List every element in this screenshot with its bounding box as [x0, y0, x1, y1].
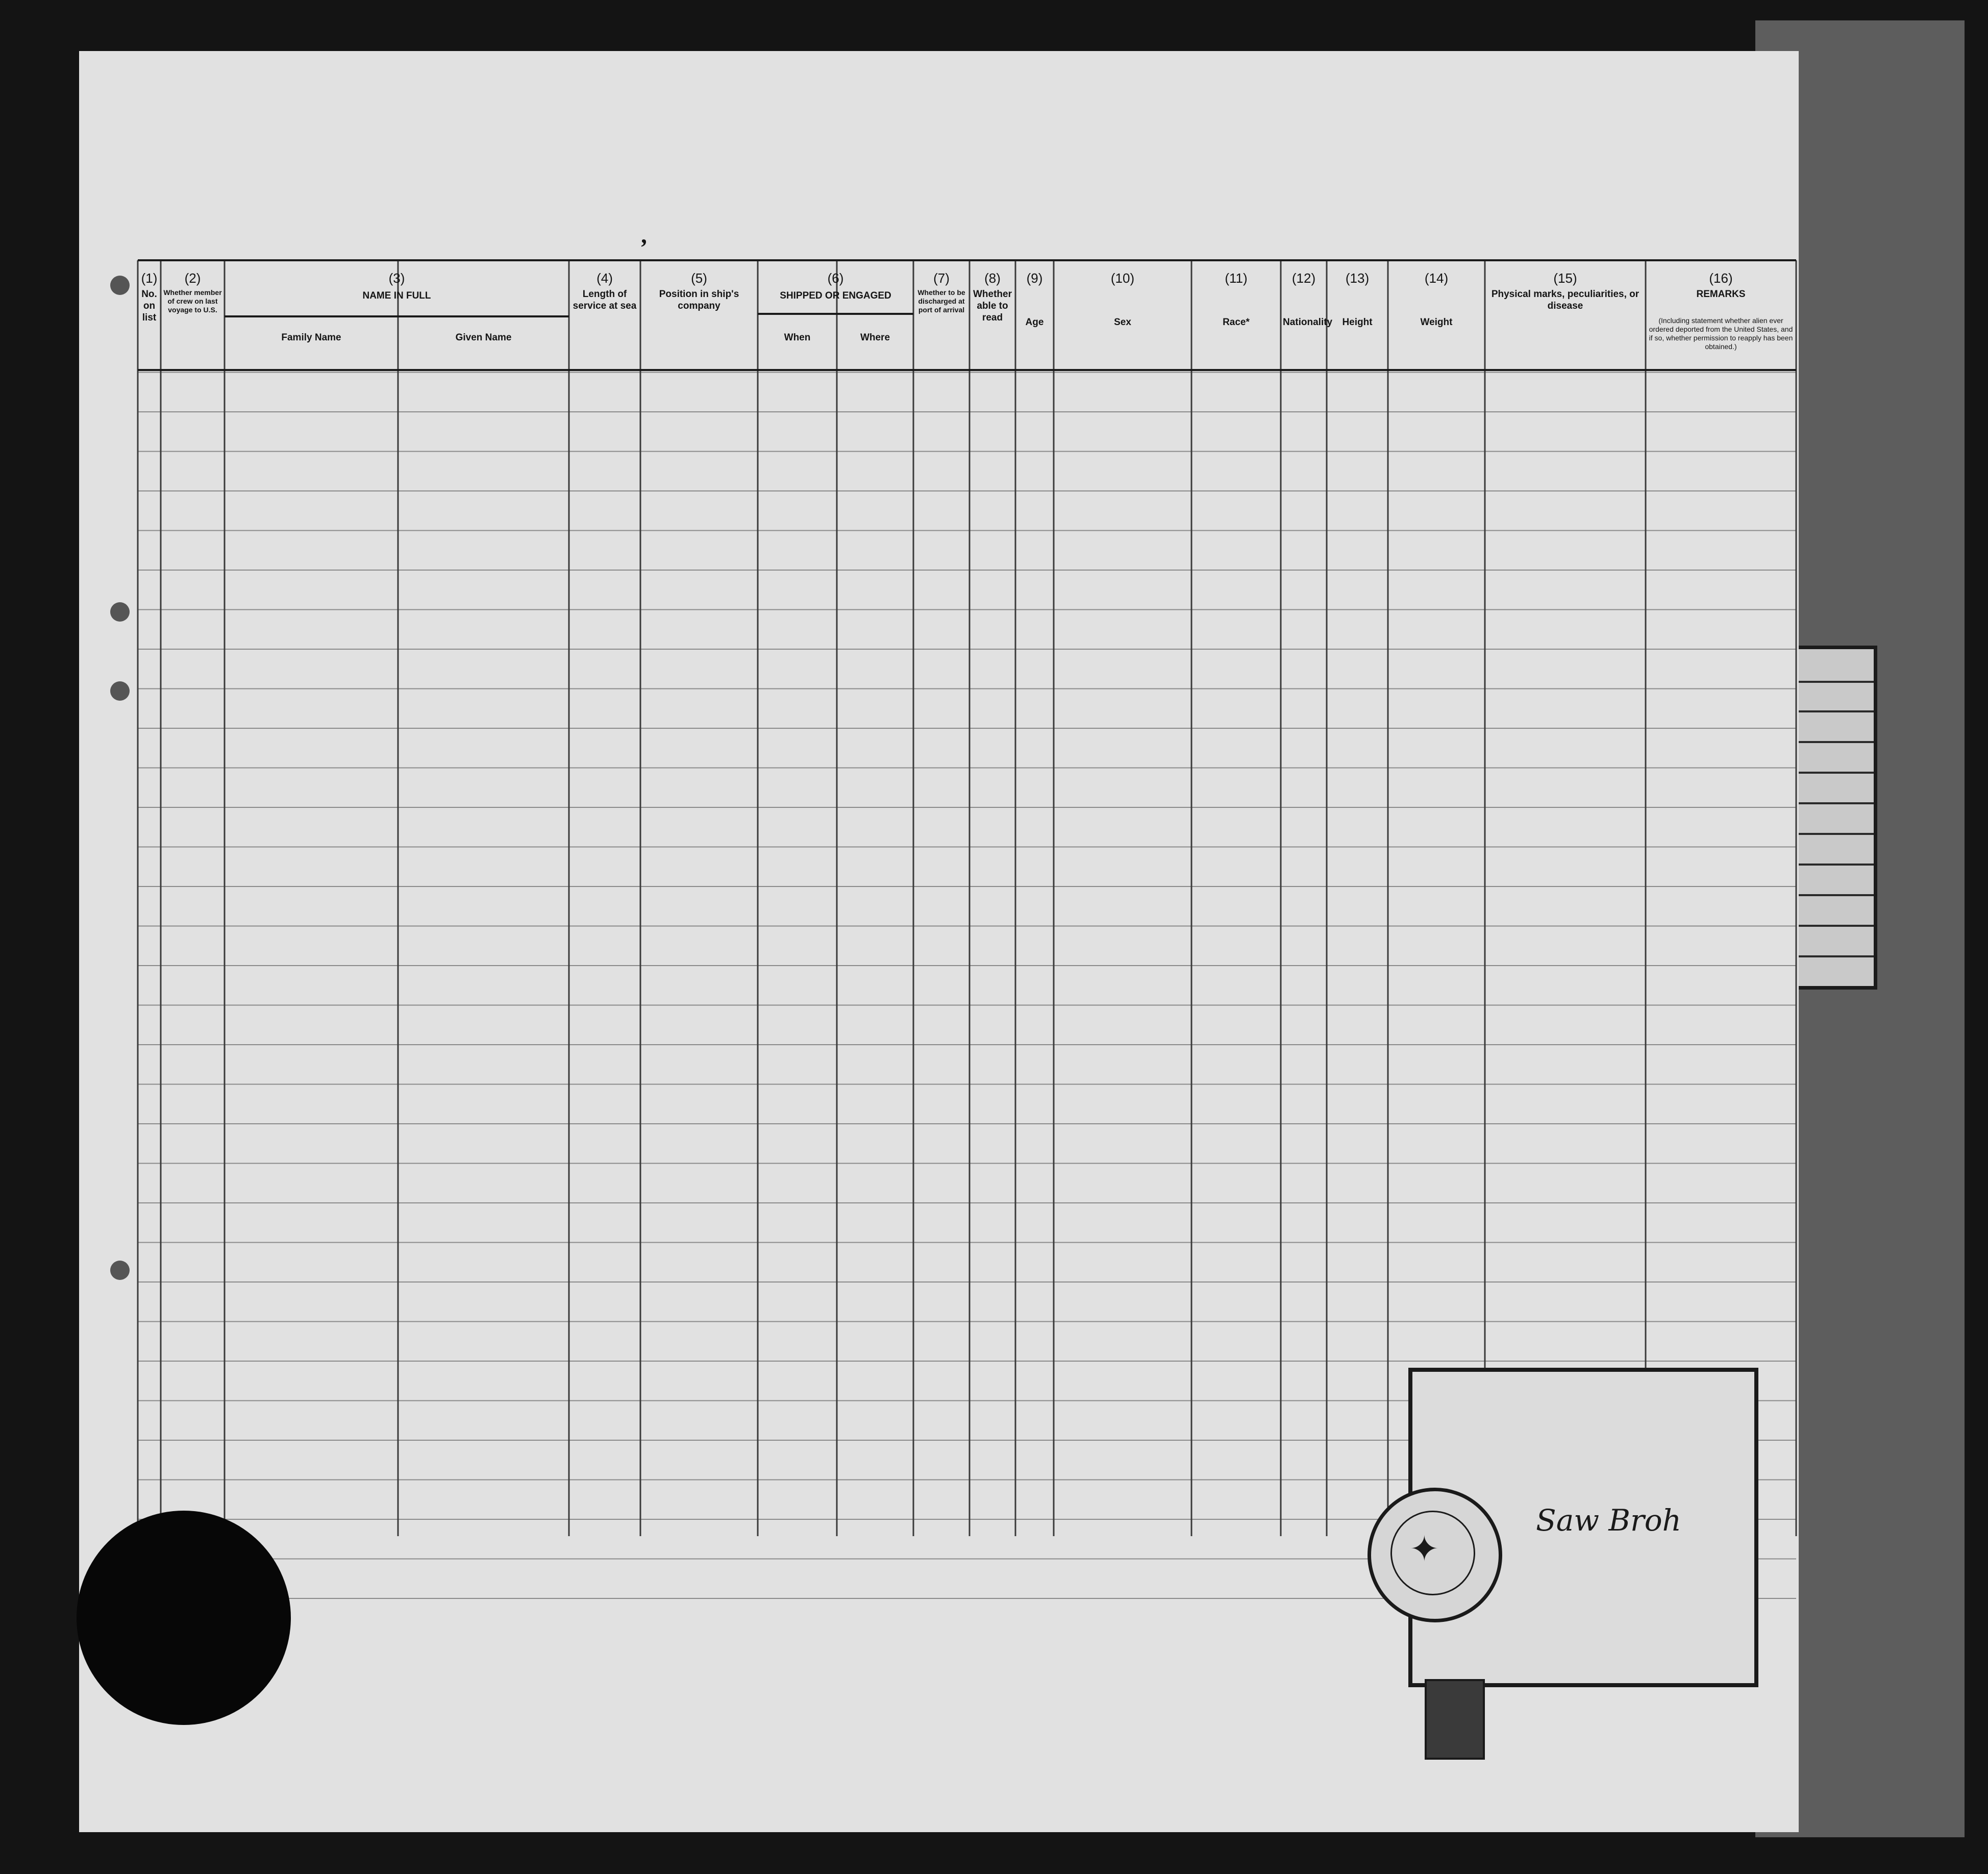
column-subheader: Given Name — [455, 332, 512, 343]
punch-hole — [110, 681, 130, 701]
column-header: Sex — [1114, 317, 1131, 328]
column-subheader: Family Name — [281, 332, 341, 343]
consulate-seal — [1368, 1488, 1502, 1622]
column-number: (15) — [1553, 270, 1577, 286]
column-number: (16) — [1709, 270, 1733, 286]
punch-hole — [110, 1261, 130, 1280]
column-number: (12) — [1291, 270, 1316, 286]
column-number: (6) — [827, 270, 844, 286]
vessel-line: , — [642, 221, 648, 249]
column-header: SHIPPED OR ENGAGED — [780, 290, 891, 301]
column-header: REMARKS — [1696, 289, 1746, 300]
consul-signature: Saw Broh — [1536, 1503, 1682, 1538]
eagle-icon: ✦ — [1409, 1528, 1439, 1570]
column-number: (4) — [597, 270, 613, 286]
column-number: (8) — [984, 270, 1001, 286]
punch-hole — [110, 276, 130, 295]
column-header: Whether able to read — [973, 289, 1012, 323]
column-number: (7) — [933, 270, 950, 286]
column-header: Position in ship's company — [659, 289, 739, 311]
column-header: Nationality — [1283, 317, 1333, 328]
column-header: NAME IN FULL — [362, 290, 431, 301]
column-header: Age — [1025, 317, 1044, 328]
column-number: (9) — [1026, 270, 1043, 286]
column-number: (5) — [691, 270, 707, 286]
column-number: (3) — [388, 270, 405, 286]
column-header: Height — [1342, 317, 1373, 328]
column-number: (13) — [1345, 270, 1370, 286]
column-header: Weight — [1420, 317, 1453, 328]
column-note: (Including statement whether alien ever ordered deported from the United States, and if so, whether permission to reapply has been obtained.) — [1649, 316, 1793, 351]
wax-seal — [77, 1511, 291, 1725]
column-number: (14) — [1424, 270, 1449, 286]
column-header: Race* — [1223, 317, 1250, 328]
column-subheader: Where — [860, 332, 890, 343]
column-header: Whether member of crew on last voyage to U.S. — [163, 288, 222, 314]
column-number: (1) — [141, 270, 158, 286]
column-header: No. on list — [141, 289, 157, 323]
column-number: (11) — [1225, 270, 1248, 286]
fee-stamp — [1425, 1679, 1485, 1760]
column-subheader: When — [784, 332, 811, 343]
column-header: Length of service at sea — [573, 289, 637, 311]
column-number: (2) — [184, 270, 201, 286]
punch-hole — [110, 602, 130, 622]
column-header: Physical marks, peculiarities, or disease — [1491, 289, 1639, 311]
column-header: Whether to be discharged at port of arrival — [917, 288, 965, 314]
column-number: (10) — [1110, 270, 1135, 286]
